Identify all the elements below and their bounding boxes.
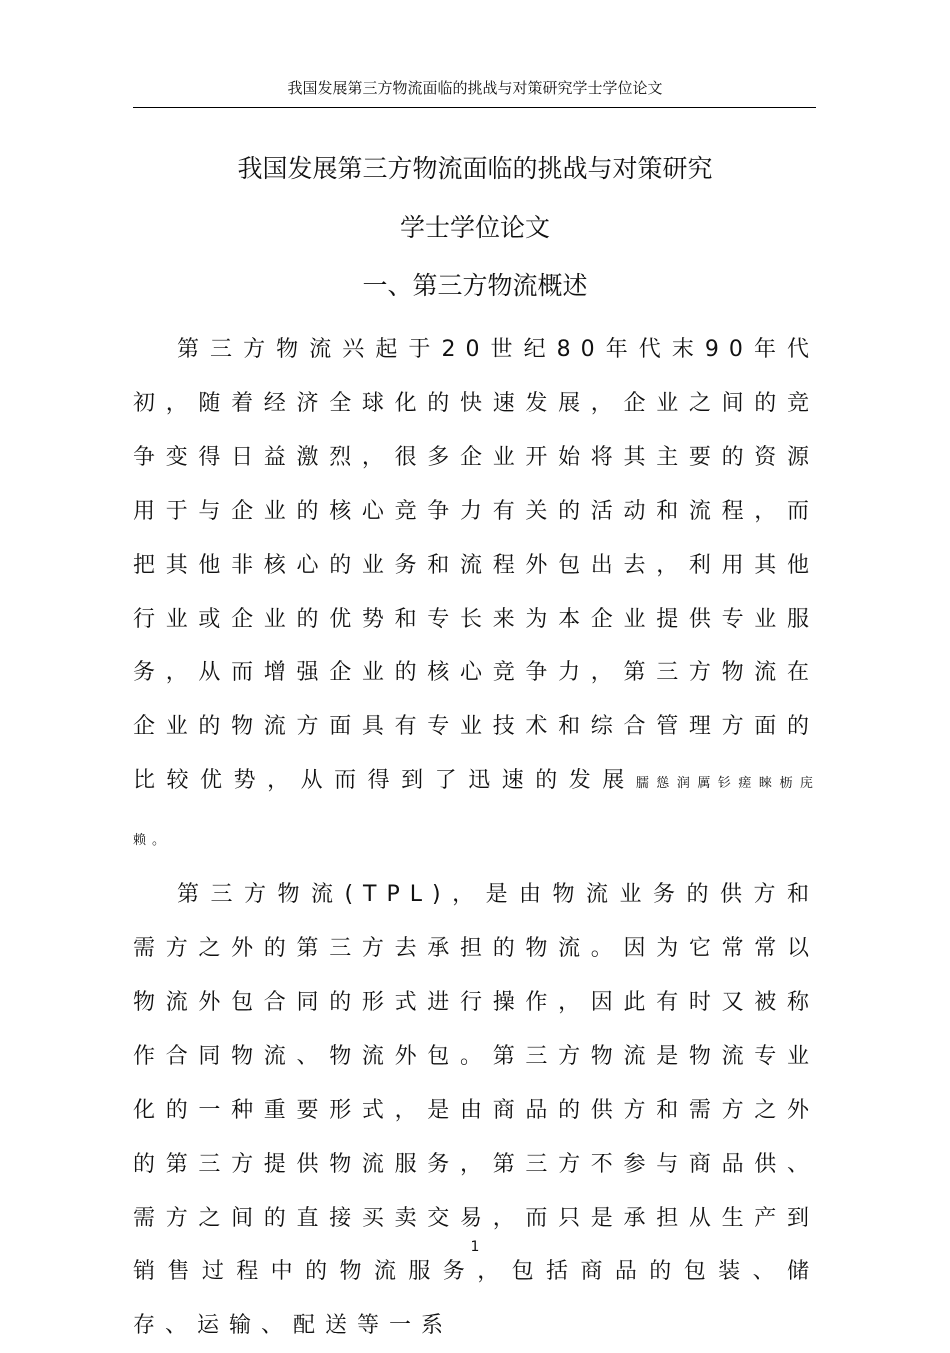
paragraph-1-text: 第三方物流兴起于20世纪80年代末90年代初，随着经济全球化的快速发展，企业之间的竞争变得日益激烈，很多企业开始将其主要的资源用于与企业的核心竞争力有关的活动和流程，而把其他非核心的业务和流程外包出去，利用其他行业或企业的优势和专长来为本企业提供专业服务，从而增强企业的核心竞争力，第三方物流在企业的物流方面具有专业技术和综合管理方面的比较优势，从而得到了迅速的发展 [133, 337, 819, 794]
paragraph-1 [133, 323, 819, 868]
paragraph-2: 第三方物流(TPL)，是由物流业务的供方和需方之外的第三方去承担的物流。因为它常常以物流外包合同的形式进行操作，因此有时又被称作合同物流、物流外包。第三方物流是物流专业化的一种重要形式，是由商品的供方和需方之外的第三方提供物流服务，第三方不参与商品供、需方之间的直接买卖交易，而只是承担从生产到销售过程中的物流服务，包括商品的包装、储存、运输、配送等一系 [133, 882, 819, 1339]
running-header: 我国发展第三方物流面临的挑战与对策研究学士学位论文 [287, 79, 663, 97]
body-text [133, 323, 819, 1353]
document-subtitle: 学士学位论文 [399, 213, 550, 242]
header-rule [133, 107, 816, 108]
paragraph-1-small-text: 臑慫润厲钐瘥睞枥庑赖。 [133, 776, 819, 849]
document-title: 我国发展第三方物流面临的挑战与对策研究 [237, 154, 713, 183]
section-heading: 一、第三方物流概述 [362, 271, 588, 300]
page-number: 1 [470, 1239, 480, 1255]
